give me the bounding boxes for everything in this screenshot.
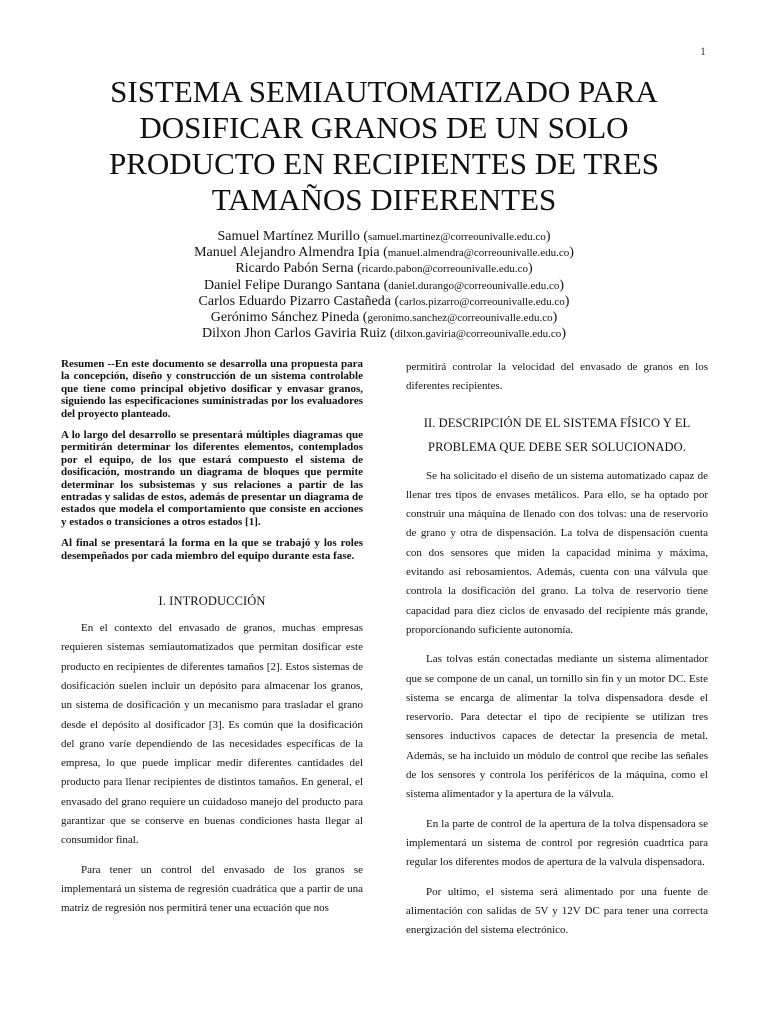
section-heading-descripcion: II. DESCRIPCIÓN DE EL SISTEMA FÍSICO Y EL PROBLEMA QUE DEBE SER SOLUCIONADO. <box>423 415 691 454</box>
author-line: Ricardo Pabón Serna (ricardo.pabon@correounivalle.edu.co) <box>235 261 533 277</box>
author-email: samuel.martinez@correounivalle.edu.co <box>368 231 546 243</box>
author-name: Samuel Martínez Murillo <box>217 229 360 244</box>
abstract-paragraph: A lo largo del desarrollo se presentará múltiples diagramas que permitirán determinar los diferentes elementos, contemplados por el equipo, de los que estará compuesto el sistema de dosificación, mostrando un diagrama de bloques que permite determinar los subsistemas y sus relaciones a partir de las entradas y salidas de estos, además de presentar un diagrama de estados que modela el comportamiento que consiste en acciones y estados o transiciones a otros estados [1]. <box>61 429 363 528</box>
author-email: dilxon.gaviria@correounivalle.edu.co <box>394 328 562 341</box>
abstract-paragraph: Al final se presentará la forma en la que se trabajó y los roles desempeñados por cada miembro del equipo durante esta fase. <box>61 537 363 562</box>
author-name: Dilxon Jhon Carlos Gaviria Ruiz <box>202 326 387 342</box>
body-paragraph: En la parte de control de la apertura de la tolva dispensadora se implementará un sistema de control por regresión cuadrtica para regular los diferentes modos de apertura de la valvula dispensadora. <box>406 817 708 869</box>
body-paragraph: Por ultimo, el sistema será alimentado por una fuente de alimentación con salidas de 5V y 12V DC para tener una correcta energización del sistema electrónico. <box>406 885 708 937</box>
author-line: Gerónimo Sánchez Pineda (geronimo.sanchez@correounivalle.edu.co) <box>210 310 558 326</box>
author-name: Daniel Felipe Durango Santana <box>203 277 381 293</box>
body-paragraph: Se ha solicitado el diseño de un sistema automatizado capaz de llenar tres tipos de envases metálicos. Para ello, se ha optado por construir una máquina de llenado con dos tolvas: una de reservorio de grano y otra de dispensación. La tolva de dispensación cuenta con dos sensores que miden la capacidad mínima y máxima, evitando así rebosamientos. Además, cuenta con una válvula que controla la dosificación del grano. La tolva de reservorio tiene capacidad para diez ciclos de envasado del recipiente más grande, proporcionando suficiente autonomía. <box>406 469 708 636</box>
author-email: daniel.durango@correounivalle.edu.co <box>388 279 560 292</box>
author-email: manuel.almendra@correounivalle.edu.co <box>387 247 570 260</box>
author-list <box>60 229 708 342</box>
abstract <box>61 358 363 562</box>
author-line: Carlos Eduardo Pizarro Castañeda (carlos.pizarro@correounivalle.edu.co) <box>198 293 570 309</box>
body-paragraph: Para tener un control del envasado de los granos se implementará un sistema de regresión cuadrática que a partir de una matriz de regresión nos permitirá tener una ecuación que nos <box>61 863 363 915</box>
author-email: geronimo.sanchez@correounivalle.edu.co <box>367 312 553 325</box>
author-line: Manuel Alejandro Almendra Ipia (manuel.almendra@correounivalle.edu.co) <box>194 245 574 261</box>
author-name: Manuel Alejandro Almendra Ipia <box>194 245 380 261</box>
body-paragraph: En el contexto del envasado de granos, muchas empresas requieren sistemas semiautomatizados que permitan dosificar este producto en recipientes de diferentes tamaños [2]. Estos sistemas de dosificación suelen incluir un depósito para almacenar los granos, un sistema de dosificación y un mecanismo para trasladar el grano desde el depósito al dosificador [3]. Es común que la dosificación del grano varíe dependiendo de las necesidades específicas de la empresa, lo que puede implicar medir diferentes cantidades del producto para llenar recipientes de distintos tamaños. En general, el envasado del grano requiere un cuidadoso manejo del producto para garantizar que se conserve en buenas condiciones hasta llegar al consumidor final. <box>61 622 363 847</box>
left-column <box>61 358 363 919</box>
section2-body <box>406 467 708 941</box>
author-name: Carlos Eduardo Pizarro Castañeda <box>198 293 391 309</box>
abstract-paragraph: Resumen --En este documento se desarrolla una propuesta para la concepción, diseño y construcción de un sistema controlable que tiene como principal objetivo dosificar y envasar granos, siguiendo las especificaciones suministradas por los evaluadores del proyecto planteado. <box>61 358 363 420</box>
intro-body <box>61 619 363 918</box>
paper-title: SISTEMA SEMIAUTOMATIZADO PARA DOSIFICAR GRANOS DE UN SOLO PRODUCTO EN RECIPIENTES DE TRES TAMAÑOS DIFERENTES <box>108 74 659 217</box>
author-email: carlos.pizarro@correounivalle.edu.co <box>399 295 565 308</box>
right-column <box>406 358 708 940</box>
author-email: ricardo.pabon@correounivalle.edu.co <box>361 263 528 276</box>
author-line: Daniel Felipe Durango Santana (daniel.durango@correounivalle.edu.co) <box>203 277 565 293</box>
author-line: Dilxon Jhon Carlos Gaviria Ruiz (dilxon.gaviria@correounivalle.edu.co) <box>202 326 566 342</box>
author-name: Ricardo Pabón Serna <box>235 261 354 277</box>
author-name: Gerónimo Sánchez Pineda <box>210 310 360 326</box>
continued-paragraph: permitirá controlar la velocidad del envasado de granos en los diferentes recipientes. <box>406 361 708 393</box>
author-line: Samuel Martínez Murillo (samuel.martinez@correounivalle.edu.co) <box>217 229 551 244</box>
section-heading-introduccion: I. INTRODUCCIÓN <box>158 594 266 609</box>
body-paragraph: Las tolvas están conectadas mediante un sistema alimentador que se compone de un canal, un tornillo sin fin y un motor DC. Este sistema se encarga de alimentar la tolva dispensadora desde el reservorio. Para detectar el tipo de recipiente se utilizan tres sensores inductivos capaces de detectar la presencia de metal. Además, se ha incluido un módulo de control que recibe las señales de los sensores y controla los periféricos de la máquina, como el sistema alimentador y la apertura de la válvula. <box>406 653 708 801</box>
page-number: 1 <box>700 44 706 58</box>
